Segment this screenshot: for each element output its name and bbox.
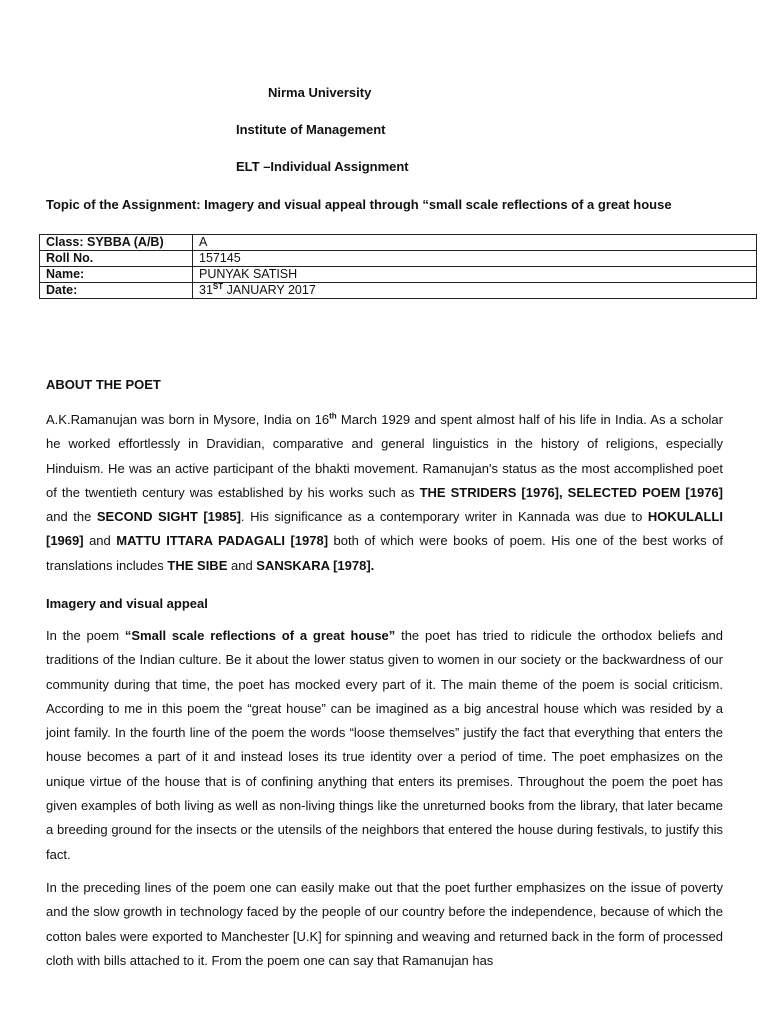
about-poet-paragraph: A.K.Ramanujan was born in Mysore, India on 16th March 1929 and spent almost half of his life in India. As a scholar he worked effortlessly in Dravidian, comparative and general linguistics in the history of religions, especially Hinduism. He was an active participant of the bhakti movement. Ramanujan's status as the most accomplished poet of the twentieth century was established by his works such as THE STRIDERS [1976], SELECTED POEM [1976] and the SECOND SIGHT [1985]. His significance as a contemporary writer in Kannada was due to HOKULALLI [1969] and MATTU ITTARA PADAGALI [1978] both of which were books of poem. His one of the best works of translations includes THE SIBE and SANSKARA [1978]. bbox=[46, 411, 724, 573]
work-title: HOKULALLI [1969] bbox=[46, 509, 723, 549]
ordinal-suffix: th bbox=[329, 411, 337, 421]
imagery-heading: Imagery and visual appeal bbox=[46, 596, 208, 611]
class-label: Class: SYBBA (A/B) bbox=[40, 235, 193, 251]
roll-label: Roll No. bbox=[40, 251, 193, 267]
work-title: THE STRIDERS [1976], SELECTED POEM [1976] bbox=[419, 484, 723, 500]
table-row bbox=[40, 251, 757, 267]
work-title: SANSKARA [1978]. bbox=[256, 557, 375, 573]
name-label: Name: bbox=[40, 267, 193, 283]
imagery-paragraph-1: In the poem “Small scale reflections of a great house” the poet has tried to ridicule the orthodox beliefs and traditions of the Indian culture. Be it about the lower status given to women in our society or the backwardness of our community during that time, the poet has mocked every part of it. The main theme of the poem is social criticism. According to me in this poem the “great house” can be imagined as a big ancestral house which was resided by a joint family. In the fourth line of the poem the words “loose themselves” justify the fact that everything that enters the house becomes a part of it and instead loses its true identity over a period of time. The poet emphasizes on the unique virtue of the house that is of confining anything that enters its premises. Throughout the poem the poet has given examples of both living as well as non-living things like the unreturned books from the library, that later became a breeding ground for the insects or the utensils of the neighbors that entered the house during festivals, to justify this fact. bbox=[46, 628, 723, 862]
date-ordinal: ST bbox=[212, 281, 224, 291]
poem-title: “Small scale reflections of a great house” bbox=[124, 628, 396, 643]
roll-value: 157145 bbox=[193, 251, 757, 267]
table-row bbox=[40, 267, 757, 283]
institute-title: Institute of Management bbox=[236, 122, 386, 137]
name-value: PUNYAK SATISH bbox=[193, 267, 757, 283]
assignment-topic: Topic of the Assignment: Imagery and visual appeal through “small scale reflections of a great house bbox=[46, 197, 672, 212]
work-title: MATTU ITTARA PADAGALI [1978] bbox=[116, 533, 329, 549]
university-title: Nirma University bbox=[268, 85, 372, 100]
class-value: A bbox=[193, 235, 757, 251]
date-label: Date: bbox=[40, 283, 193, 299]
date-value bbox=[193, 283, 757, 299]
table-row bbox=[40, 235, 757, 251]
imagery-paragraph-2: In the preceding lines of the poem one can easily make out that the poet further emphasizes on the issue of poverty and the slow growth in technology faced by the people of our country before the independence, because of which the cotton bales were exported to Manchester [U.K] for spinning and weaving and returned back in the form of processed cloth with bills attached to it. From the poem one can say that Ramanujan has bbox=[46, 880, 723, 968]
about-poet-heading: ABOUT THE POET bbox=[46, 377, 161, 392]
assignment-title: ELT –Individual Assignment bbox=[236, 159, 409, 174]
work-title: SECOND SIGHT [1985] bbox=[96, 509, 241, 525]
work-title: THE SIBE bbox=[167, 557, 228, 573]
table-row bbox=[40, 283, 757, 299]
date-day: 31 bbox=[199, 283, 213, 297]
student-info-table bbox=[39, 234, 757, 299]
date-month-year: JANUARY 2017 bbox=[223, 283, 316, 297]
